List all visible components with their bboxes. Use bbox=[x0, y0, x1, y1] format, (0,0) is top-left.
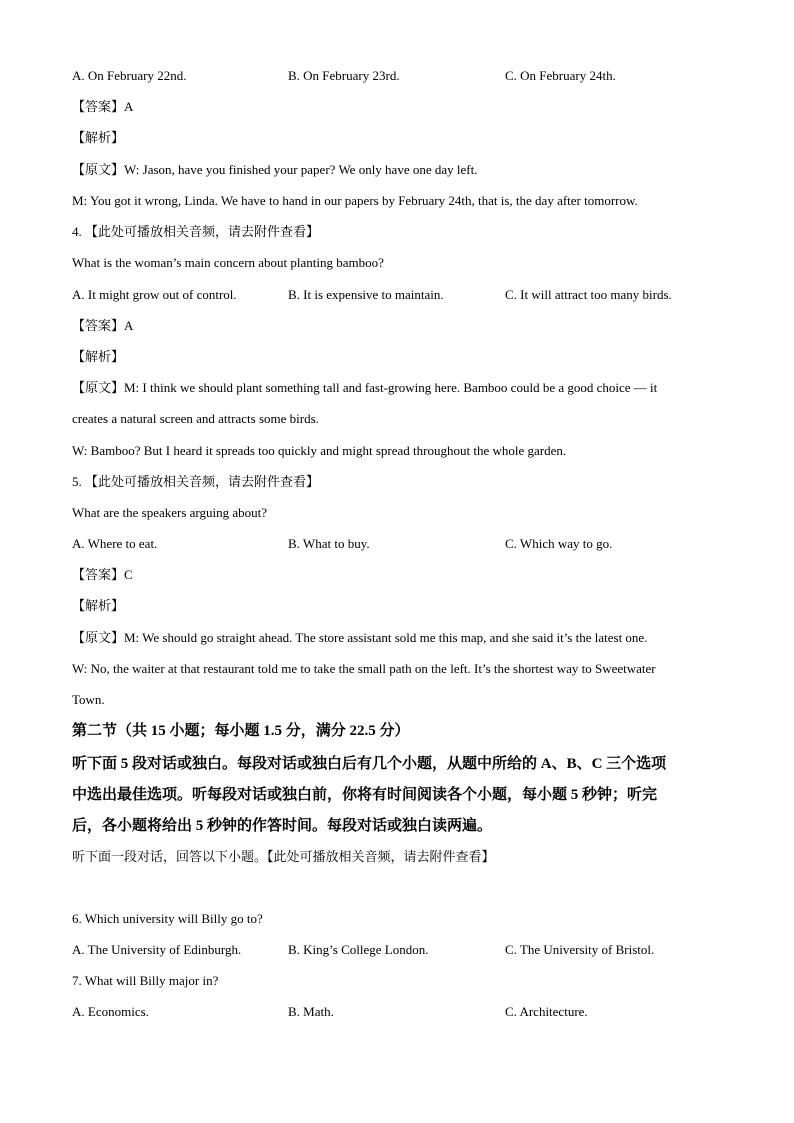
q5-option-b: B. What to buy. bbox=[288, 536, 370, 551]
q7-option-c: C. Architecture. bbox=[505, 1004, 588, 1019]
q3-script-line: 【原文】W: Jason, have you finished your paper? We only have one day left. bbox=[72, 162, 478, 177]
q4-answer: 【答案】A bbox=[72, 318, 134, 333]
q3-option-c: C. On February 24th. bbox=[505, 68, 616, 83]
q4-option-c: C. It will attract too many birds. bbox=[505, 287, 672, 302]
q5-script-line: W: No, the waiter at that restaurant told me to take the small path on the left. It’s the shortest way to Sweetwater bbox=[72, 661, 656, 676]
q7-question: 7. What will Billy major in? bbox=[72, 973, 219, 988]
q6-option-a: A. The University of Edinburgh. bbox=[72, 942, 242, 957]
q4-option-a: A. It might grow out of control. bbox=[72, 287, 237, 302]
q4-script-line: 【原文】M: I think we should plant something tall and fast-growing here. Bamboo could be a good choice — it bbox=[72, 380, 658, 395]
q3-option-b: B. On February 23rd. bbox=[288, 68, 400, 83]
section-title: 第二节（共 15 小题；每小题 1.5 分，满分 22.5 分） bbox=[72, 723, 410, 739]
q4-script-line: W: Bamboo? But I heard it spreads too quickly and might spread throughout the whole garden. bbox=[72, 443, 567, 458]
q5-answer: 【答案】C bbox=[72, 567, 133, 582]
q7-option-a: A. Economics. bbox=[72, 1004, 149, 1019]
q4-number: 4. 【此处可播放相关音频，请去附件查看】 bbox=[72, 224, 320, 239]
q3-analysis-label: 【解析】 bbox=[72, 130, 125, 145]
q5-question: What are the speakers arguing about? bbox=[72, 505, 268, 520]
listening-prompt: 听下面一段对话，回答以下小题。【此处可播放相关音频，请去附件查看】 bbox=[72, 849, 495, 864]
q4-option-b: B. It is expensive to maintain. bbox=[288, 287, 444, 302]
q7-option-b: B. Math. bbox=[288, 1004, 334, 1019]
q5-script-line: Town. bbox=[72, 692, 105, 707]
q6-option-b: B. King’s College London. bbox=[288, 942, 429, 957]
q3-answer: 【答案】A bbox=[72, 99, 134, 114]
q3-option-a: A. On February 22nd. bbox=[72, 68, 187, 83]
q3-script-line: M: You got it wrong, Linda. We have to hand in our papers by February 24th, that is, the day after tomorrow. bbox=[72, 193, 638, 208]
q5-option-c: C. Which way to go. bbox=[505, 536, 613, 551]
section-instructions: 中选出最佳选项。听每段对话或独白前，你将有时间阅读各个小题，每小题 5 秒钟；听完 bbox=[72, 787, 658, 803]
q5-script-line: 【原文】M: We should go straight ahead. The store assistant sold me this map, and she said it’s the latest one. bbox=[72, 630, 648, 645]
section-instructions: 听下面 5 段对话或独白。每段对话或独白后有几个小题，从题中所给的 A、B、C 三个选项 bbox=[72, 756, 667, 772]
q5-analysis-label: 【解析】 bbox=[72, 598, 125, 613]
q6-option-c: C. The University of Bristol. bbox=[505, 942, 655, 957]
q4-script-line: creates a natural screen and attracts some birds. bbox=[72, 411, 319, 426]
q4-question: What is the woman’s main concern about planting bamboo? bbox=[72, 255, 384, 270]
q4-analysis-label: 【解析】 bbox=[72, 349, 125, 364]
q5-number: 5. 【此处可播放相关音频，请去附件查看】 bbox=[72, 474, 320, 489]
q6-question: 6. Which university will Billy go to? bbox=[72, 911, 263, 926]
section-instructions: 后，各小题将给出 5 秒钟的作答时间。每段对话或独白读两遍。 bbox=[72, 818, 493, 834]
q5-option-a: A. Where to eat. bbox=[72, 536, 158, 551]
